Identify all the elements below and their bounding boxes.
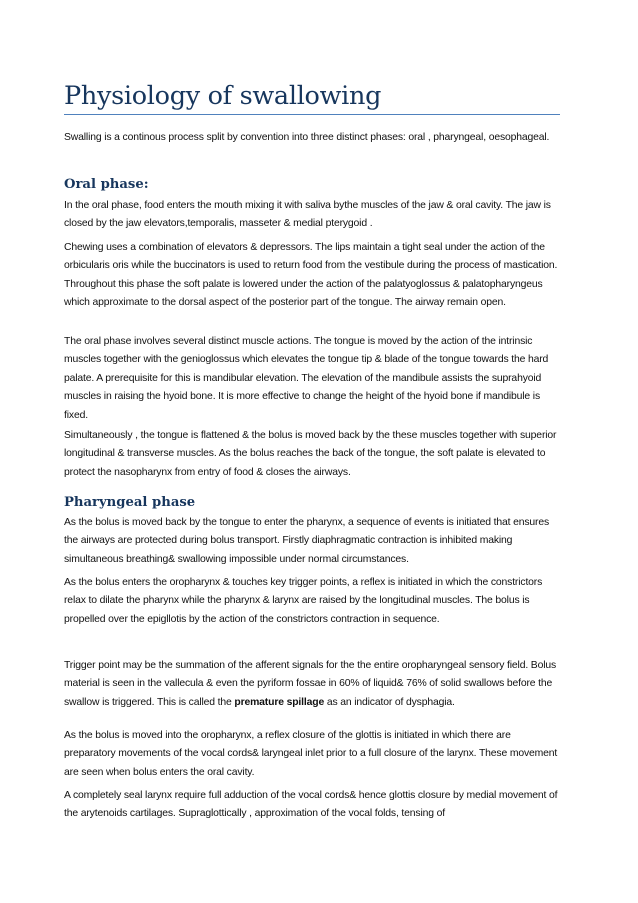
pharyngeal-paragraph-1: As the bolus is moved back by the tongue to enter the pharynx, a sequence of events is initiated that ensures the airways are protected during bolus transport. Firstly diaphragmatic contraction is inhibited making simultaneous breathing& swallowing impossible under normal circumstances. — [64, 517, 550, 565]
trigger-text-after: as an indicator of dysphagia. — [324, 696, 455, 708]
oral-phase-heading: Oral phase: — [64, 177, 149, 192]
pharyngeal-paragraph-2: As the bolus enters the oropharynx & touches key trigger points, a reflex is initiated in which the constrictors relax to dilate the pharynx while the pharynx & larynx are raised by the longitudinal muscles. The bolus is propelled over the epigllotis by the action of the constrictors contraction in sequence. — [64, 577, 543, 625]
oral-paragraph-4: Simultaneously , the tongue is flattened & the bolus is moved back by the these muscles together with superior longitudinal & transverse muscles. As the bolus reaches the back of the tongue, the soft palate is elevated to protect the nasopharynx from entry of food & closes the airways. — [64, 430, 557, 478]
page-title: Physiology of swallowing — [64, 80, 560, 115]
oral-paragraph-1: In the oral phase, food enters the mouth mixing it with saliva bythe muscles of the jaw & oral cavity. The jaw is closed by the jaw elevators,temporalis, masseter & medial pterygoid . — [64, 200, 551, 230]
pharyngeal-phase-heading: Pharyngeal phase — [64, 495, 196, 510]
trigger-text-before: Trigger point may be the summation of the afferent signals for the the entire oropharyngeal sensory field. Bolus material is seen in the vallecula & even the pyriform fossae in 60% of liquid& 76% of solid swallows before the swallow is triggered. This is called the — [64, 660, 557, 708]
pharyngeal-paragraph-3: As the bolus is moved into the oropharynx, a reflex closure of the glottis is initiated in which there are preparatory movements of the vocal cords& laryngeal inlet prior to a full closure of the larynx. These movement are seen when bolus enters the oral cavity. — [64, 730, 558, 778]
oral-paragraph-3: The oral phase involves several distinct muscle actions. The tongue is moved by the action of the intrinsic muscles together with the genioglossus which elevates the tongue tip & blade of the tongue towards the hard palate. A prerequisite for this is mandibular elevation. The elevation of the mandibule assists the suprahyoid muscles in raising the hyoid bone. It is more effective to change the height of the hyoid bone if mandibule is fixed. — [64, 336, 549, 421]
premature-spillage-term: premature spillage — [234, 696, 325, 708]
pharyngeal-paragraph-4: A completely seal larynx require full adduction of the vocal cords& hence glottis closure by medial movement of the arytenoids cartilages. Supraglottically , approximation of the vocal folds, tensing of — [64, 790, 558, 820]
intro-paragraph: Swalling is a continous process split by convention into three distinct phases: oral , pharyngeal, oesophageal. — [64, 132, 550, 143]
oral-paragraph-2: Chewing uses a combination of elevators & depressors. The lips maintain a tight seal under the action of the orbicularis oris while the buccinators is used to return food from the vestibule during the process of mastication. Throughout this phase the soft palate is lowered under the action of the palatyoglossus & palatopharyngeus which approximate to the dorsal aspect of the posterior part of the tongue. The airway remain open. — [64, 242, 558, 309]
trigger-point-paragraph — [64, 657, 564, 712]
